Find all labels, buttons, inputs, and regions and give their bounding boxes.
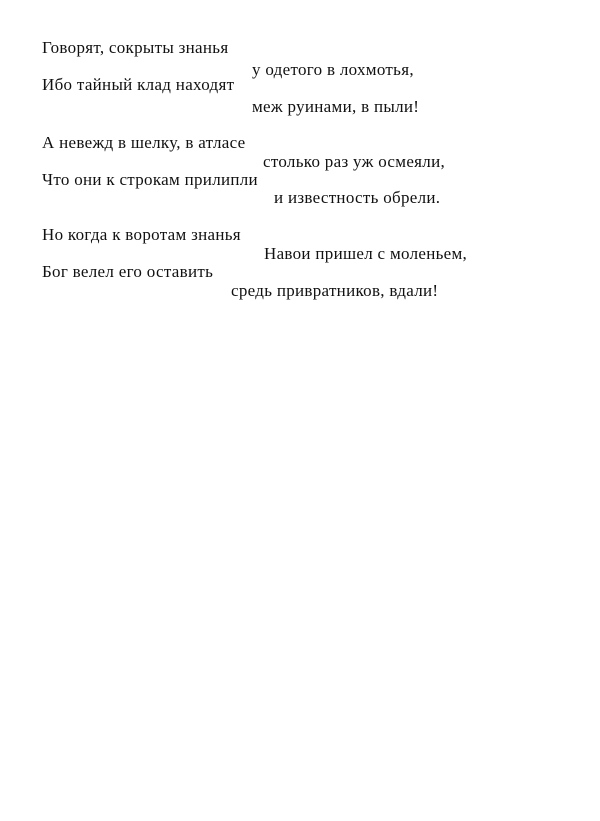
poem-line: Бог велел его оставить [42,262,214,281]
poem-line: меж руинами, в пыли! [252,97,420,116]
poem-line: у одетого в лохмотья, [252,60,414,79]
poem-line: Но когда к воротам знанья [42,225,241,244]
poem-line: средь привратников, вдали! [231,281,439,300]
poem-line: Навои пришел с моленьем, [264,244,468,263]
poem-line: и известность обрели. [274,188,441,207]
poem-line: Что они к строкам прилипли [42,170,258,189]
poem-line: Говорят, сокрыты знанья [42,38,229,57]
poem-line: А невежд в шелку, в атласе [42,133,246,152]
poem-line: столько раз уж осмеяли, [263,152,446,171]
poem-line: Ибо тайный клад находят [42,75,235,94]
